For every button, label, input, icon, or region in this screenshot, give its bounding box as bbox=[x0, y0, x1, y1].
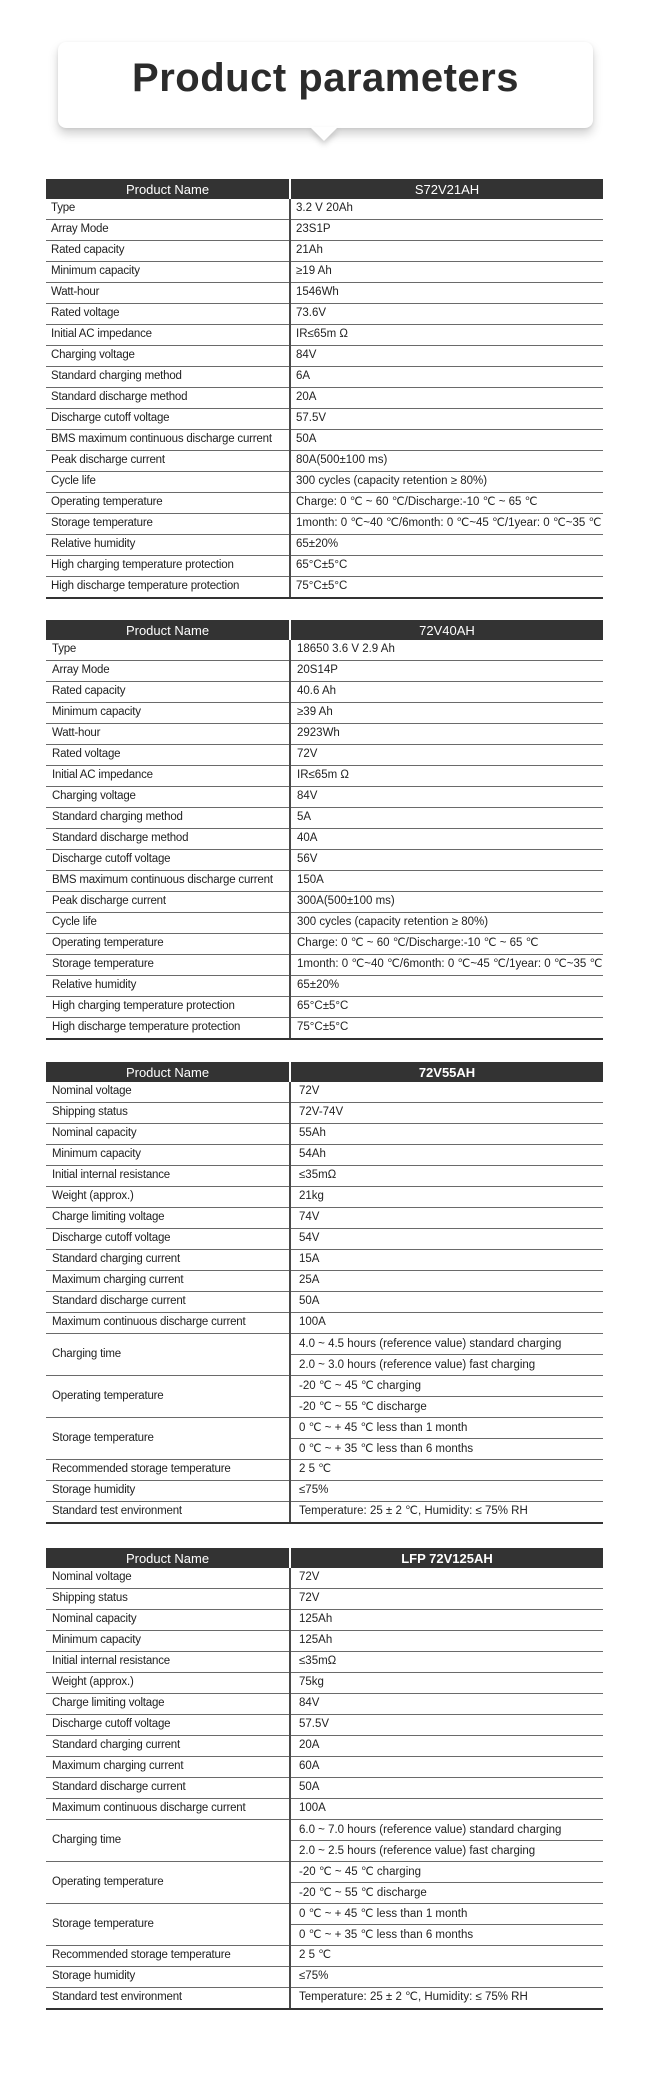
table-row bbox=[46, 1862, 603, 1904]
table-row bbox=[46, 367, 603, 388]
table-row bbox=[46, 514, 603, 535]
table-row bbox=[46, 1568, 603, 1589]
table-row bbox=[46, 913, 603, 934]
table-row bbox=[46, 1631, 603, 1652]
table-row bbox=[46, 1460, 603, 1481]
param-value: -20 ℃ ~ 45 ℃ charging bbox=[291, 1862, 603, 1883]
param-label: Initial AC impedance bbox=[46, 766, 290, 787]
table-row bbox=[46, 1673, 603, 1694]
table-row bbox=[46, 976, 603, 997]
table-row bbox=[46, 1082, 603, 1103]
param-label: Relative humidity bbox=[46, 976, 290, 997]
table-row bbox=[46, 703, 603, 724]
table-row bbox=[46, 1418, 603, 1460]
param-label: Discharge cutoff voltage bbox=[46, 409, 290, 430]
param-value: 50A bbox=[290, 1778, 603, 1799]
param-value: ≤75% bbox=[290, 1967, 603, 1988]
param-value: 20A bbox=[290, 1736, 603, 1757]
param-value: 15A bbox=[290, 1250, 603, 1271]
param-value: Temperature: 25 ± 2 ℃, Humidity: ≤ 75% RH bbox=[290, 1502, 603, 1524]
param-label: Shipping status bbox=[46, 1589, 290, 1610]
param-label: Standard charging current bbox=[46, 1736, 290, 1757]
param-label: Relative humidity bbox=[46, 535, 290, 556]
param-label: Weight (approx.) bbox=[46, 1187, 290, 1208]
header-pointer bbox=[310, 127, 338, 141]
param-label: Charging voltage bbox=[46, 346, 290, 367]
param-label: Initial AC impedance bbox=[46, 325, 290, 346]
param-value: 150A bbox=[290, 871, 603, 892]
param-value: ≥39 Ah bbox=[290, 703, 603, 724]
param-label: BMS maximum continuous discharge current bbox=[46, 430, 290, 451]
table-row bbox=[46, 1103, 603, 1124]
param-value: 55Ah bbox=[290, 1124, 603, 1145]
param-value: 100A bbox=[290, 1799, 603, 1820]
col-header-product-name: Product Name bbox=[46, 620, 290, 640]
page-title: Product parameters bbox=[132, 56, 519, 100]
param-value: 0 ℃ ~ + 45 ℃ less than 1 month bbox=[291, 1904, 603, 1925]
param-label: Rated capacity bbox=[46, 682, 290, 703]
param-label: Cycle life bbox=[46, 913, 290, 934]
param-label: Standard discharge method bbox=[46, 829, 290, 850]
param-value: 50A bbox=[290, 430, 603, 451]
param-value: 56V bbox=[290, 850, 603, 871]
param-value: 84V bbox=[290, 346, 603, 367]
table-row bbox=[46, 1967, 603, 1988]
param-value: 20A bbox=[290, 388, 603, 409]
param-label: Nominal voltage bbox=[46, 1568, 290, 1589]
param-label: Charge limiting voltage bbox=[46, 1208, 290, 1229]
param-value: 73.6V bbox=[290, 304, 603, 325]
param-value: 2923Wh bbox=[290, 724, 603, 745]
param-label: Recommended storage temperature bbox=[46, 1946, 290, 1967]
table-row bbox=[46, 535, 603, 556]
param-label: Maximum charging current bbox=[46, 1271, 290, 1292]
table-row bbox=[46, 577, 603, 599]
param-value: 54V bbox=[290, 1229, 603, 1250]
table-row bbox=[46, 388, 603, 409]
model-name: 72V55AH bbox=[290, 1062, 603, 1082]
param-label: Storage humidity bbox=[46, 1967, 290, 1988]
param-value: Temperature: 25 ± 2 ℃, Humidity: ≤ 75% RH bbox=[290, 1988, 603, 2010]
param-label: Recommended storage temperature bbox=[46, 1460, 290, 1481]
param-value: 100A bbox=[290, 1313, 603, 1334]
param-value-group bbox=[290, 1418, 603, 1460]
table-row bbox=[46, 934, 603, 955]
param-value: 72V bbox=[290, 1589, 603, 1610]
param-value: -20 ℃ ~ 55 ℃ discharge bbox=[299, 1401, 427, 1413]
param-label: Nominal voltage bbox=[46, 1082, 290, 1103]
table-row bbox=[46, 1018, 603, 1040]
param-value: IR≤65m Ω bbox=[290, 766, 603, 787]
table-row bbox=[46, 1820, 603, 1862]
param-value: 54Ah bbox=[290, 1145, 603, 1166]
table-row bbox=[46, 1502, 603, 1524]
param-label: Maximum continuous discharge current bbox=[46, 1799, 290, 1820]
param-value: 21Ah bbox=[290, 241, 603, 262]
param-value: 20S14P bbox=[290, 661, 603, 682]
table-row bbox=[46, 871, 603, 892]
table-row bbox=[46, 1904, 603, 1946]
header-card bbox=[58, 42, 593, 128]
table-row bbox=[46, 1610, 603, 1631]
table-row bbox=[46, 262, 603, 283]
param-value: 57.5V bbox=[290, 409, 603, 430]
param-value: 80A(500±100 ms) bbox=[290, 451, 603, 472]
param-label: Charge limiting voltage bbox=[46, 1694, 290, 1715]
spec-table-4 bbox=[46, 1548, 603, 2010]
model-name: S72V21AH bbox=[290, 179, 603, 199]
table-row bbox=[46, 346, 603, 367]
param-value: 125Ah bbox=[290, 1631, 603, 1652]
param-label: Discharge cutoff voltage bbox=[46, 850, 290, 871]
param-value: 0 ℃ ~ + 35 ℃ less than 6 months bbox=[299, 1443, 474, 1455]
spec-table-1 bbox=[46, 179, 603, 599]
param-label: Standard discharge current bbox=[46, 1292, 290, 1313]
param-value: ≤35mΩ bbox=[290, 1166, 603, 1187]
param-label: High charging temperature protection bbox=[46, 997, 290, 1018]
table-row bbox=[46, 1694, 603, 1715]
param-label: Nominal capacity bbox=[46, 1124, 290, 1145]
model-name: LFP 72V125AH bbox=[290, 1548, 603, 1568]
param-label: Operating temperature bbox=[46, 934, 290, 955]
table-row bbox=[46, 1736, 603, 1757]
table-row bbox=[46, 1715, 603, 1736]
param-value: 2 5 ℃ bbox=[290, 1460, 603, 1481]
param-value: 65±20% bbox=[290, 535, 603, 556]
table-row bbox=[46, 724, 603, 745]
param-label: Type bbox=[46, 199, 290, 220]
param-value: 2.0 ~ 2.5 hours (reference value) fast charging bbox=[299, 1845, 536, 1857]
param-label: Peak discharge current bbox=[46, 451, 290, 472]
table-row bbox=[46, 850, 603, 871]
table-row bbox=[46, 808, 603, 829]
param-label: Minimum capacity bbox=[46, 262, 290, 283]
param-label: Rated voltage bbox=[46, 745, 290, 766]
param-value: 75°C±5°C bbox=[290, 577, 603, 599]
table-row bbox=[46, 430, 603, 451]
param-value: 125Ah bbox=[290, 1610, 603, 1631]
param-label: Initial internal resistance bbox=[46, 1166, 290, 1187]
param-label: Standard charging current bbox=[46, 1250, 290, 1271]
table-row bbox=[46, 1334, 603, 1376]
table-row bbox=[46, 787, 603, 808]
table-row bbox=[46, 1166, 603, 1187]
table-row bbox=[46, 1757, 603, 1778]
param-label: Standard test environment bbox=[46, 1502, 290, 1524]
param-value-group bbox=[290, 1820, 603, 1862]
table-row bbox=[46, 892, 603, 913]
param-label: Charging time bbox=[46, 1820, 290, 1862]
param-value: 72V bbox=[290, 1568, 603, 1589]
table-row bbox=[46, 1589, 603, 1610]
param-label: Standard charging method bbox=[46, 367, 290, 388]
param-label: Minimum capacity bbox=[46, 703, 290, 724]
param-label: Standard test environment bbox=[46, 1988, 290, 2010]
param-label: Shipping status bbox=[46, 1103, 290, 1124]
param-label: Charging voltage bbox=[46, 787, 290, 808]
table-row bbox=[46, 451, 603, 472]
param-label: Nominal capacity bbox=[46, 1610, 290, 1631]
param-label: Storage temperature bbox=[46, 514, 290, 535]
param-label: Minimum capacity bbox=[46, 1145, 290, 1166]
table-row bbox=[46, 409, 603, 430]
table-row bbox=[46, 325, 603, 346]
param-value: 84V bbox=[290, 1694, 603, 1715]
param-value: 40.6 Ah bbox=[290, 682, 603, 703]
table-row bbox=[46, 745, 603, 766]
param-label: Operating temperature bbox=[46, 493, 290, 514]
table-row bbox=[46, 1292, 603, 1313]
param-label: Storage temperature bbox=[46, 1418, 290, 1460]
param-value: ≤35mΩ bbox=[290, 1652, 603, 1673]
param-value: 65±20% bbox=[290, 976, 603, 997]
table-row bbox=[46, 472, 603, 493]
param-label: Discharge cutoff voltage bbox=[46, 1229, 290, 1250]
table-row bbox=[46, 1250, 603, 1271]
spec-table-3 bbox=[46, 1062, 603, 1524]
table-row bbox=[46, 682, 603, 703]
param-value: 300 cycles (capacity retention ≥ 80%) bbox=[290, 913, 603, 934]
param-value: 72V bbox=[290, 1082, 603, 1103]
param-value: 1month: 0 ℃~40 ℃/6month: 0 ℃~45 ℃/1year: 0 ℃~35 ℃ bbox=[290, 955, 603, 976]
table-row bbox=[46, 1946, 603, 1967]
param-label: Standard discharge method bbox=[46, 388, 290, 409]
table-row bbox=[46, 1988, 603, 2010]
param-label: Minimum capacity bbox=[46, 1631, 290, 1652]
param-value: 40A bbox=[290, 829, 603, 850]
param-value: 25A bbox=[290, 1271, 603, 1292]
table-row bbox=[46, 199, 603, 220]
param-value: 2 5 ℃ bbox=[290, 1946, 603, 1967]
table-row bbox=[46, 1124, 603, 1145]
param-value: ≥19 Ah bbox=[290, 262, 603, 283]
table-row bbox=[46, 829, 603, 850]
param-value: 84V bbox=[290, 787, 603, 808]
table-row bbox=[46, 1778, 603, 1799]
param-value-group bbox=[290, 1334, 603, 1376]
param-value: 60A bbox=[290, 1757, 603, 1778]
col-header-product-name: Product Name bbox=[46, 179, 290, 199]
param-label: High charging temperature protection bbox=[46, 556, 290, 577]
param-label: BMS maximum continuous discharge current bbox=[46, 871, 290, 892]
table-row bbox=[46, 1229, 603, 1250]
table-row bbox=[46, 241, 603, 262]
param-value: Charge: 0 ℃ ~ 60 ℃/Discharge:-10 ℃ ~ 65 ℃ bbox=[290, 934, 603, 955]
table-row bbox=[46, 493, 603, 514]
param-label: Maximum charging current bbox=[46, 1757, 290, 1778]
param-value: 75kg bbox=[290, 1673, 603, 1694]
param-value: 23S1P bbox=[290, 220, 603, 241]
param-value: 6A bbox=[290, 367, 603, 388]
model-name: 72V40AH bbox=[290, 620, 603, 640]
param-label: Initial internal resistance bbox=[46, 1652, 290, 1673]
table-row bbox=[46, 1313, 603, 1334]
spec-table-2 bbox=[46, 620, 603, 1040]
param-value: 1546Wh bbox=[290, 283, 603, 304]
param-label: Array Mode bbox=[46, 661, 290, 682]
param-label: Weight (approx.) bbox=[46, 1673, 290, 1694]
param-label: Storage temperature bbox=[46, 955, 290, 976]
table-row bbox=[46, 955, 603, 976]
param-value: 2.0 ~ 3.0 hours (reference value) fast charging bbox=[299, 1359, 536, 1371]
param-value: 18650 3.6 V 2.9 Ah bbox=[290, 640, 603, 661]
param-value: 1month: 0 ℃~40 ℃/6month: 0 ℃~45 ℃/1year: 0 ℃~35 ℃ bbox=[290, 514, 603, 535]
param-label: Rated voltage bbox=[46, 304, 290, 325]
table-row bbox=[46, 640, 603, 661]
table-row bbox=[46, 304, 603, 325]
table-row bbox=[46, 1187, 603, 1208]
table-row bbox=[46, 1799, 603, 1820]
param-value: IR≤65m Ω bbox=[290, 325, 603, 346]
table-row bbox=[46, 283, 603, 304]
table-row bbox=[46, 1271, 603, 1292]
param-label: Storage humidity bbox=[46, 1481, 290, 1502]
param-value: 21kg bbox=[290, 1187, 603, 1208]
param-value: 5A bbox=[290, 808, 603, 829]
table-row bbox=[46, 1652, 603, 1673]
param-value: 300A(500±100 ms) bbox=[290, 892, 603, 913]
table-row bbox=[46, 220, 603, 241]
param-label: Peak discharge current bbox=[46, 892, 290, 913]
param-label: Storage temperature bbox=[46, 1904, 290, 1946]
param-value: 0 ℃ ~ + 45 ℃ less than 1 month bbox=[291, 1418, 603, 1439]
param-label: Operating temperature bbox=[46, 1862, 290, 1904]
table-row bbox=[46, 1208, 603, 1229]
param-value: 65°C±5°C bbox=[290, 556, 603, 577]
param-label: Rated capacity bbox=[46, 241, 290, 262]
table-row bbox=[46, 766, 603, 787]
param-value: 65°C±5°C bbox=[290, 997, 603, 1018]
param-value: 57.5V bbox=[290, 1715, 603, 1736]
param-label: High discharge temperature protection bbox=[46, 577, 290, 599]
param-label: Operating temperature bbox=[46, 1376, 290, 1418]
param-value: 50A bbox=[290, 1292, 603, 1313]
param-label: Cycle life bbox=[46, 472, 290, 493]
param-value: 72V bbox=[290, 745, 603, 766]
param-value-group bbox=[290, 1862, 603, 1904]
param-value: -20 ℃ ~ 45 ℃ charging bbox=[291, 1376, 603, 1397]
param-value: 6.0 ~ 7.0 hours (reference value) standard charging bbox=[291, 1820, 603, 1841]
param-label: Maximum continuous discharge current bbox=[46, 1313, 290, 1334]
param-label: Discharge cutoff voltage bbox=[46, 1715, 290, 1736]
param-label: Charging time bbox=[46, 1334, 290, 1376]
param-value: 75°C±5°C bbox=[290, 1018, 603, 1040]
param-value: Charge: 0 ℃ ~ 60 ℃/Discharge:-10 ℃ ~ 65 ℃ bbox=[290, 493, 603, 514]
param-label: Standard charging method bbox=[46, 808, 290, 829]
param-value: 300 cycles (capacity retention ≥ 80%) bbox=[290, 472, 603, 493]
param-label: High discharge temperature protection bbox=[46, 1018, 290, 1040]
param-label: Type bbox=[46, 640, 290, 661]
param-label: Array Mode bbox=[46, 220, 290, 241]
param-label: Standard discharge current bbox=[46, 1778, 290, 1799]
param-label: Watt-hour bbox=[46, 283, 290, 304]
table-row bbox=[46, 997, 603, 1018]
param-value: 3.2 V 20Ah bbox=[290, 199, 603, 220]
table-row bbox=[46, 661, 603, 682]
table-row bbox=[46, 1145, 603, 1166]
table-row bbox=[46, 1376, 603, 1418]
param-label: Watt-hour bbox=[46, 724, 290, 745]
param-value-group bbox=[290, 1376, 603, 1418]
table-row bbox=[46, 556, 603, 577]
param-value: 72V-74V bbox=[290, 1103, 603, 1124]
param-value: -20 ℃ ~ 55 ℃ discharge bbox=[299, 1887, 427, 1899]
param-value: 4.0 ~ 4.5 hours (reference value) standard charging bbox=[291, 1334, 603, 1355]
param-value: ≤75% bbox=[290, 1481, 603, 1502]
table-row bbox=[46, 1481, 603, 1502]
param-value: 74V bbox=[290, 1208, 603, 1229]
col-header-product-name: Product Name bbox=[46, 1062, 290, 1082]
param-value: 0 ℃ ~ + 35 ℃ less than 6 months bbox=[299, 1929, 474, 1941]
col-header-product-name: Product Name bbox=[46, 1548, 290, 1568]
param-value-group bbox=[290, 1904, 603, 1946]
